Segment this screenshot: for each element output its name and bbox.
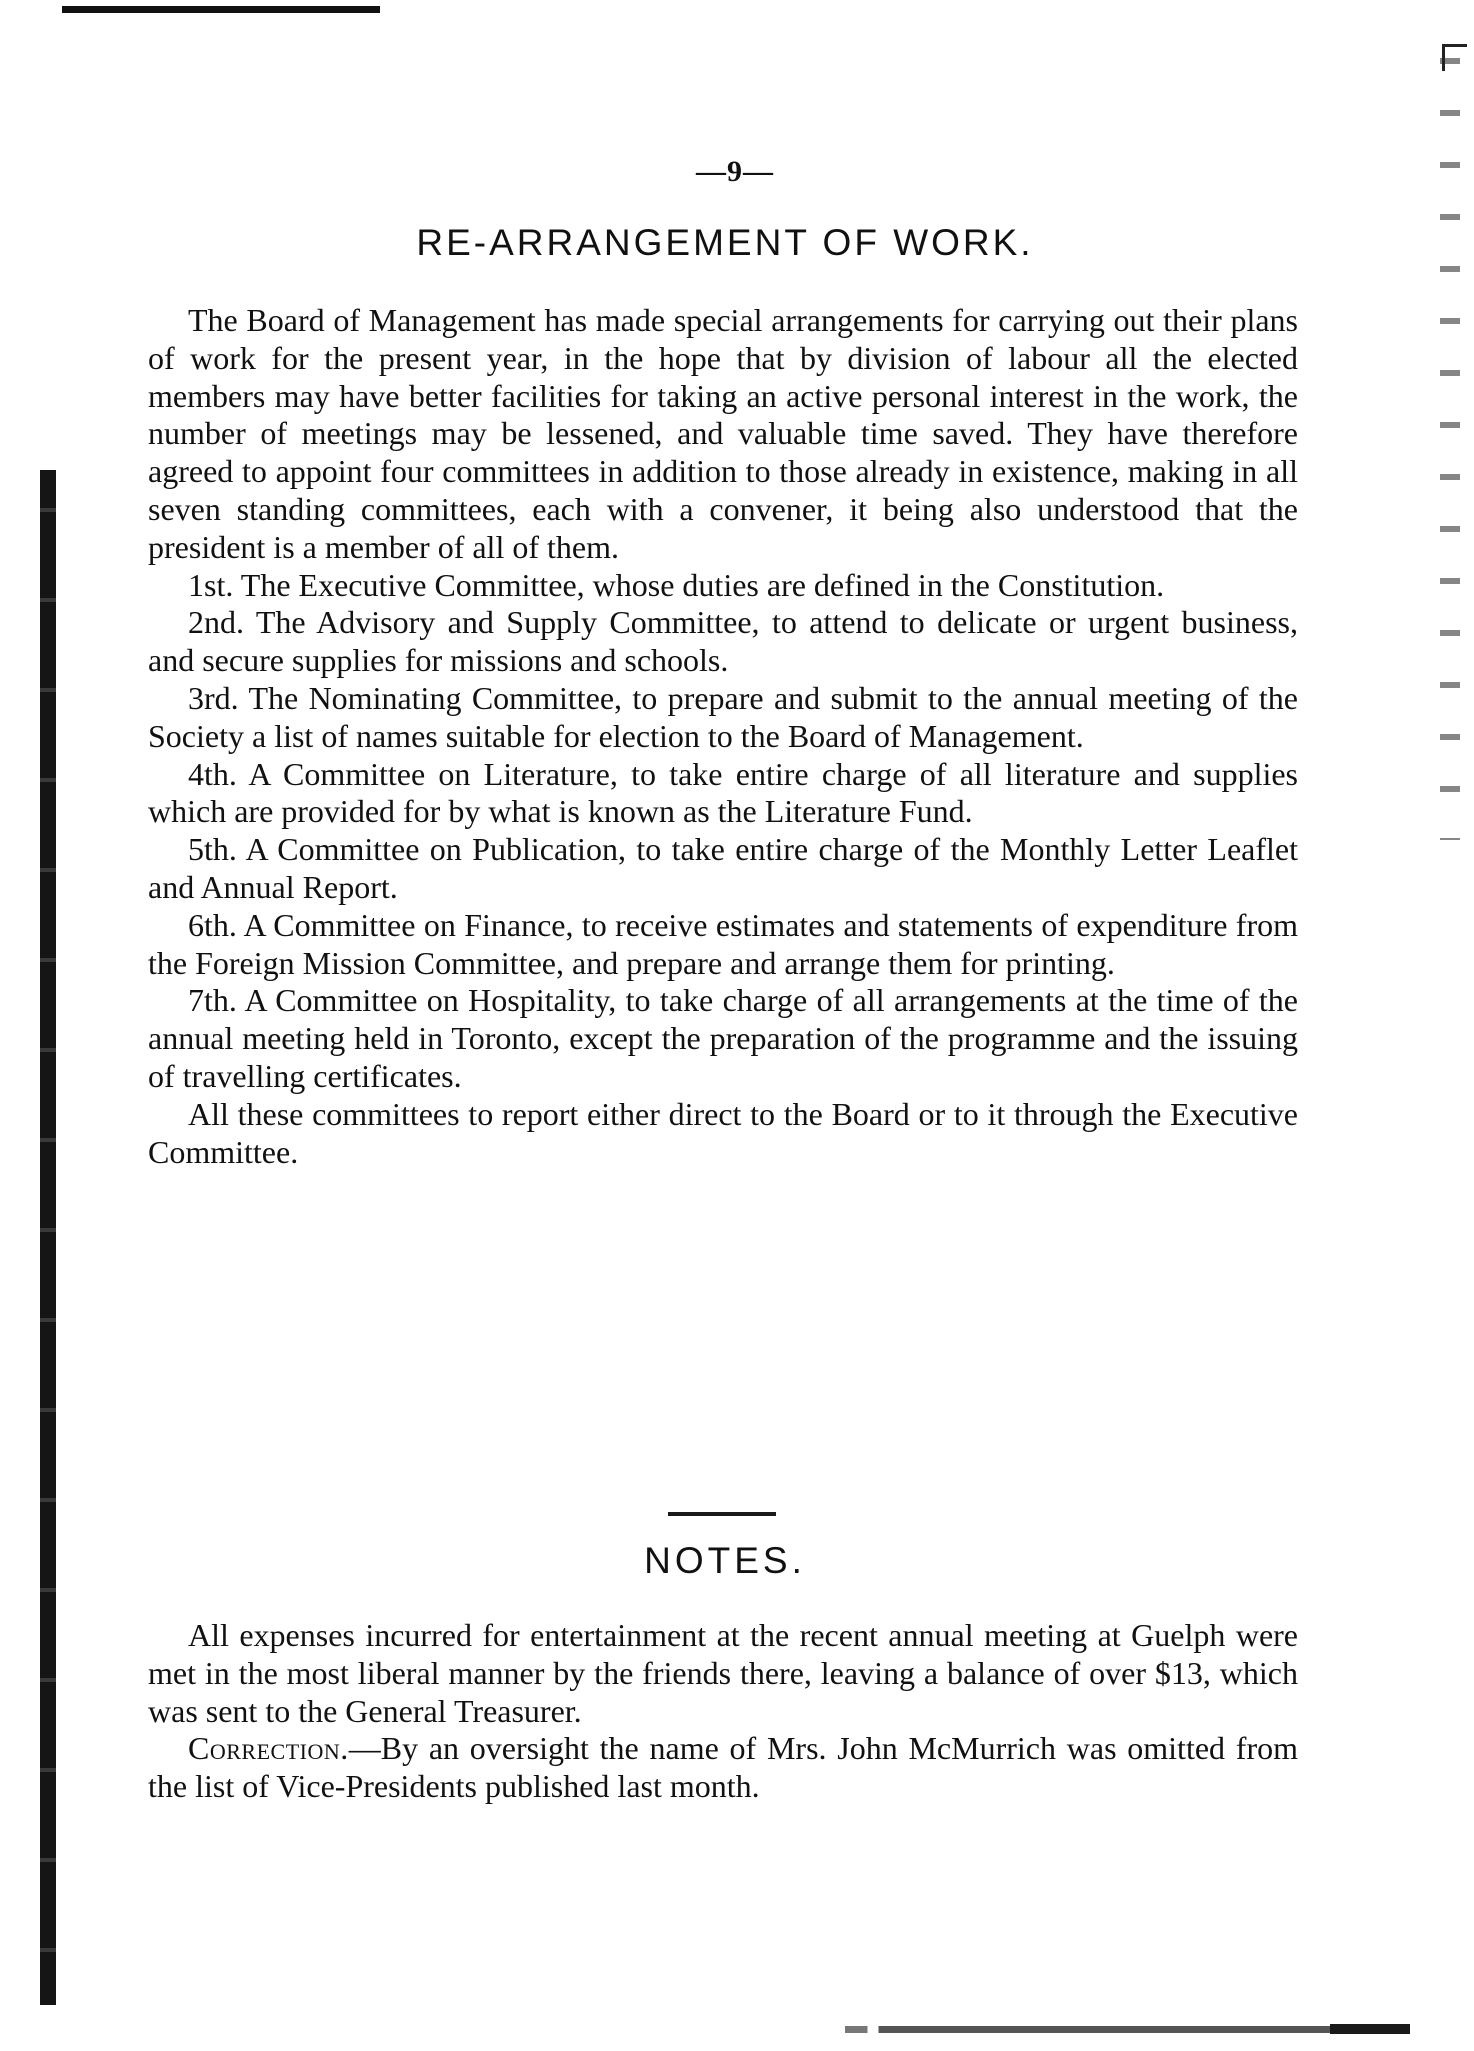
committee-item — [148, 680, 1298, 756]
scan-bottom-rule-dark — [1330, 2024, 1410, 2034]
committee-ordinal: 6th. — [188, 906, 237, 943]
notes-paragraph: All expenses incurred for entertainment at the recent annual meeting at Guelph were met in the most liberal manner by the friends there, leaving a balance of over $13, which was sent to the General Treasurer. — [148, 1617, 1298, 1729]
committee-ordinal: 7th. — [188, 982, 237, 1019]
section-heading: RE-ARRANGEMENT OF WORK. — [416, 222, 1034, 263]
main-body — [148, 302, 1298, 1171]
committee-item — [148, 982, 1298, 1095]
committee-text: A Committee on Publication, to take entire charge of the Monthly Letter Leaflet and Annual Report. — [148, 831, 1298, 905]
section-divider — [668, 1512, 776, 1516]
correction-text: —By an oversight the name of Mrs. John McMurrich was omitted from the list of Vice-Presidents published last month. — [148, 1730, 1298, 1805]
scan-bottom-rule — [845, 2026, 1405, 2033]
intro-paragraph: The Board of Management has made special arrangements for carrying out their plans of work for the present year, in the hope that by division of labour all the elected members may have better facilities for taking an active personal interest in the work, the number of meetings may be lessened, and valuable time saved. They have therefore agreed to appoint four committees in addition to those already in existence, making in all seven standing committees, each with a convener, it being also understood that the president is a member of all of them. — [148, 302, 1298, 565]
committee-ordinal: 1st. — [188, 566, 234, 603]
committee-text: A Committee on Finance, to receive estimates and statements of expenditure from the Foreign Mission Committee, and prepare and arrange them for printing. — [148, 906, 1299, 981]
scan-corner-mark — [1442, 44, 1467, 71]
closing-paragraph: All these committees to report either direct to the Board or to it through the Executive Committee. — [148, 1095, 1298, 1170]
scan-top-rule — [62, 6, 380, 16]
scan-right-margin-marks — [1440, 40, 1460, 840]
page-number: —9— — [696, 155, 774, 188]
committee-ordinal: 4th. — [188, 755, 237, 792]
committee-item — [148, 831, 1298, 907]
correction-label: Correction. — [188, 1730, 349, 1767]
committee-item — [148, 604, 1298, 680]
committee-text: The Advisory and Supply Committee, to attend to delicate or urgent business, and secure supplies for missions and schools. — [148, 604, 1299, 679]
notes-heading: NOTES. — [644, 1540, 806, 1581]
committee-text: The Nominating Committee, to prepare and submit to the annual meeting of the Society a list of names suitable for election to the Board of Management. — [148, 679, 1299, 754]
notes-body — [148, 1617, 1298, 1806]
scan-binding-edge — [40, 470, 56, 2005]
committee-text: The Executive Committee, whose duties are defined in the Constitution. — [240, 566, 1165, 603]
correction-paragraph — [148, 1730, 1298, 1806]
committee-text: A Committee on Hospitality, to take charge of all arrangements at the time of the annual meeting held in Toronto, except the preparation of the programme and the issuing of travelling certificates. — [148, 982, 1299, 1094]
committee-item — [148, 567, 1298, 605]
committee-item — [148, 756, 1298, 832]
committee-item — [148, 907, 1298, 983]
committee-ordinal: 5th. — [188, 831, 237, 868]
committee-ordinal: 3rd. — [188, 679, 239, 716]
committee-text: A Committee on Literature, to take entire charge of all literature and supplies which are provided for by what is known as the Literature Fund. — [148, 755, 1298, 830]
committee-ordinal: 2nd. — [188, 604, 244, 641]
